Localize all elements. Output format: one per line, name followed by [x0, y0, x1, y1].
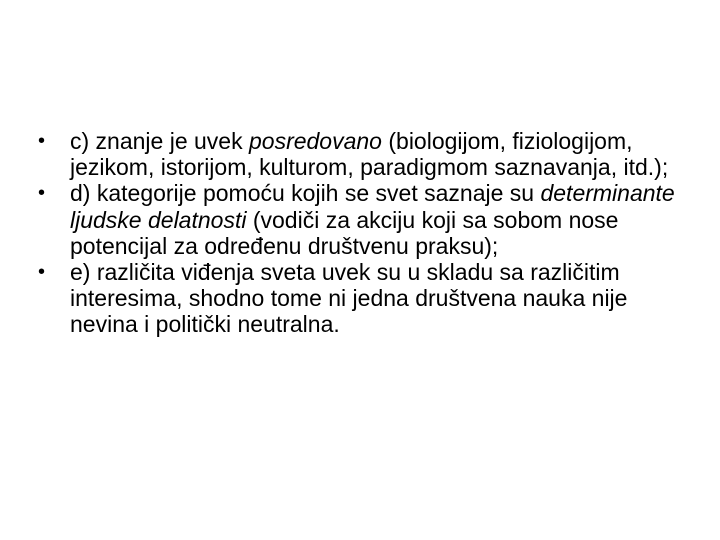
bullet-icon: •	[38, 182, 46, 205]
bullet-item-d	[38, 180, 698, 259]
bullet-text-suffix: (vodiči za akciju koji sa sobom nose potencijal za određenu društvenu praksu);	[70, 206, 619, 259]
bullet-item-c	[38, 128, 698, 180]
bullet-text-italic: determinante ljudske delatnosti	[70, 180, 675, 233]
bullet-item-e	[38, 259, 698, 338]
bullet-text-italic: posredovano	[248, 128, 382, 154]
bullet-list	[38, 128, 698, 338]
bullet-icon: •	[38, 261, 46, 284]
bullet-text-prefix: c) znanje je uvek	[70, 128, 249, 154]
bullet-text-suffix: (biologijom, fiziologijom, jezikom, istorijom, kulturom, paradigmom saznavanja, itd.);	[70, 128, 669, 181]
bullet-icon: •	[38, 130, 46, 152]
bullet-text-prefix: d) kategorije pomoću kojih se svet saznaje su	[70, 180, 541, 207]
bullet-text-prefix: e) različita viđenja sveta uvek su u skladu sa različitim interesima, shodno tome ni jedna društvena nauka nije nevina i politički neutralna.	[70, 259, 628, 338]
